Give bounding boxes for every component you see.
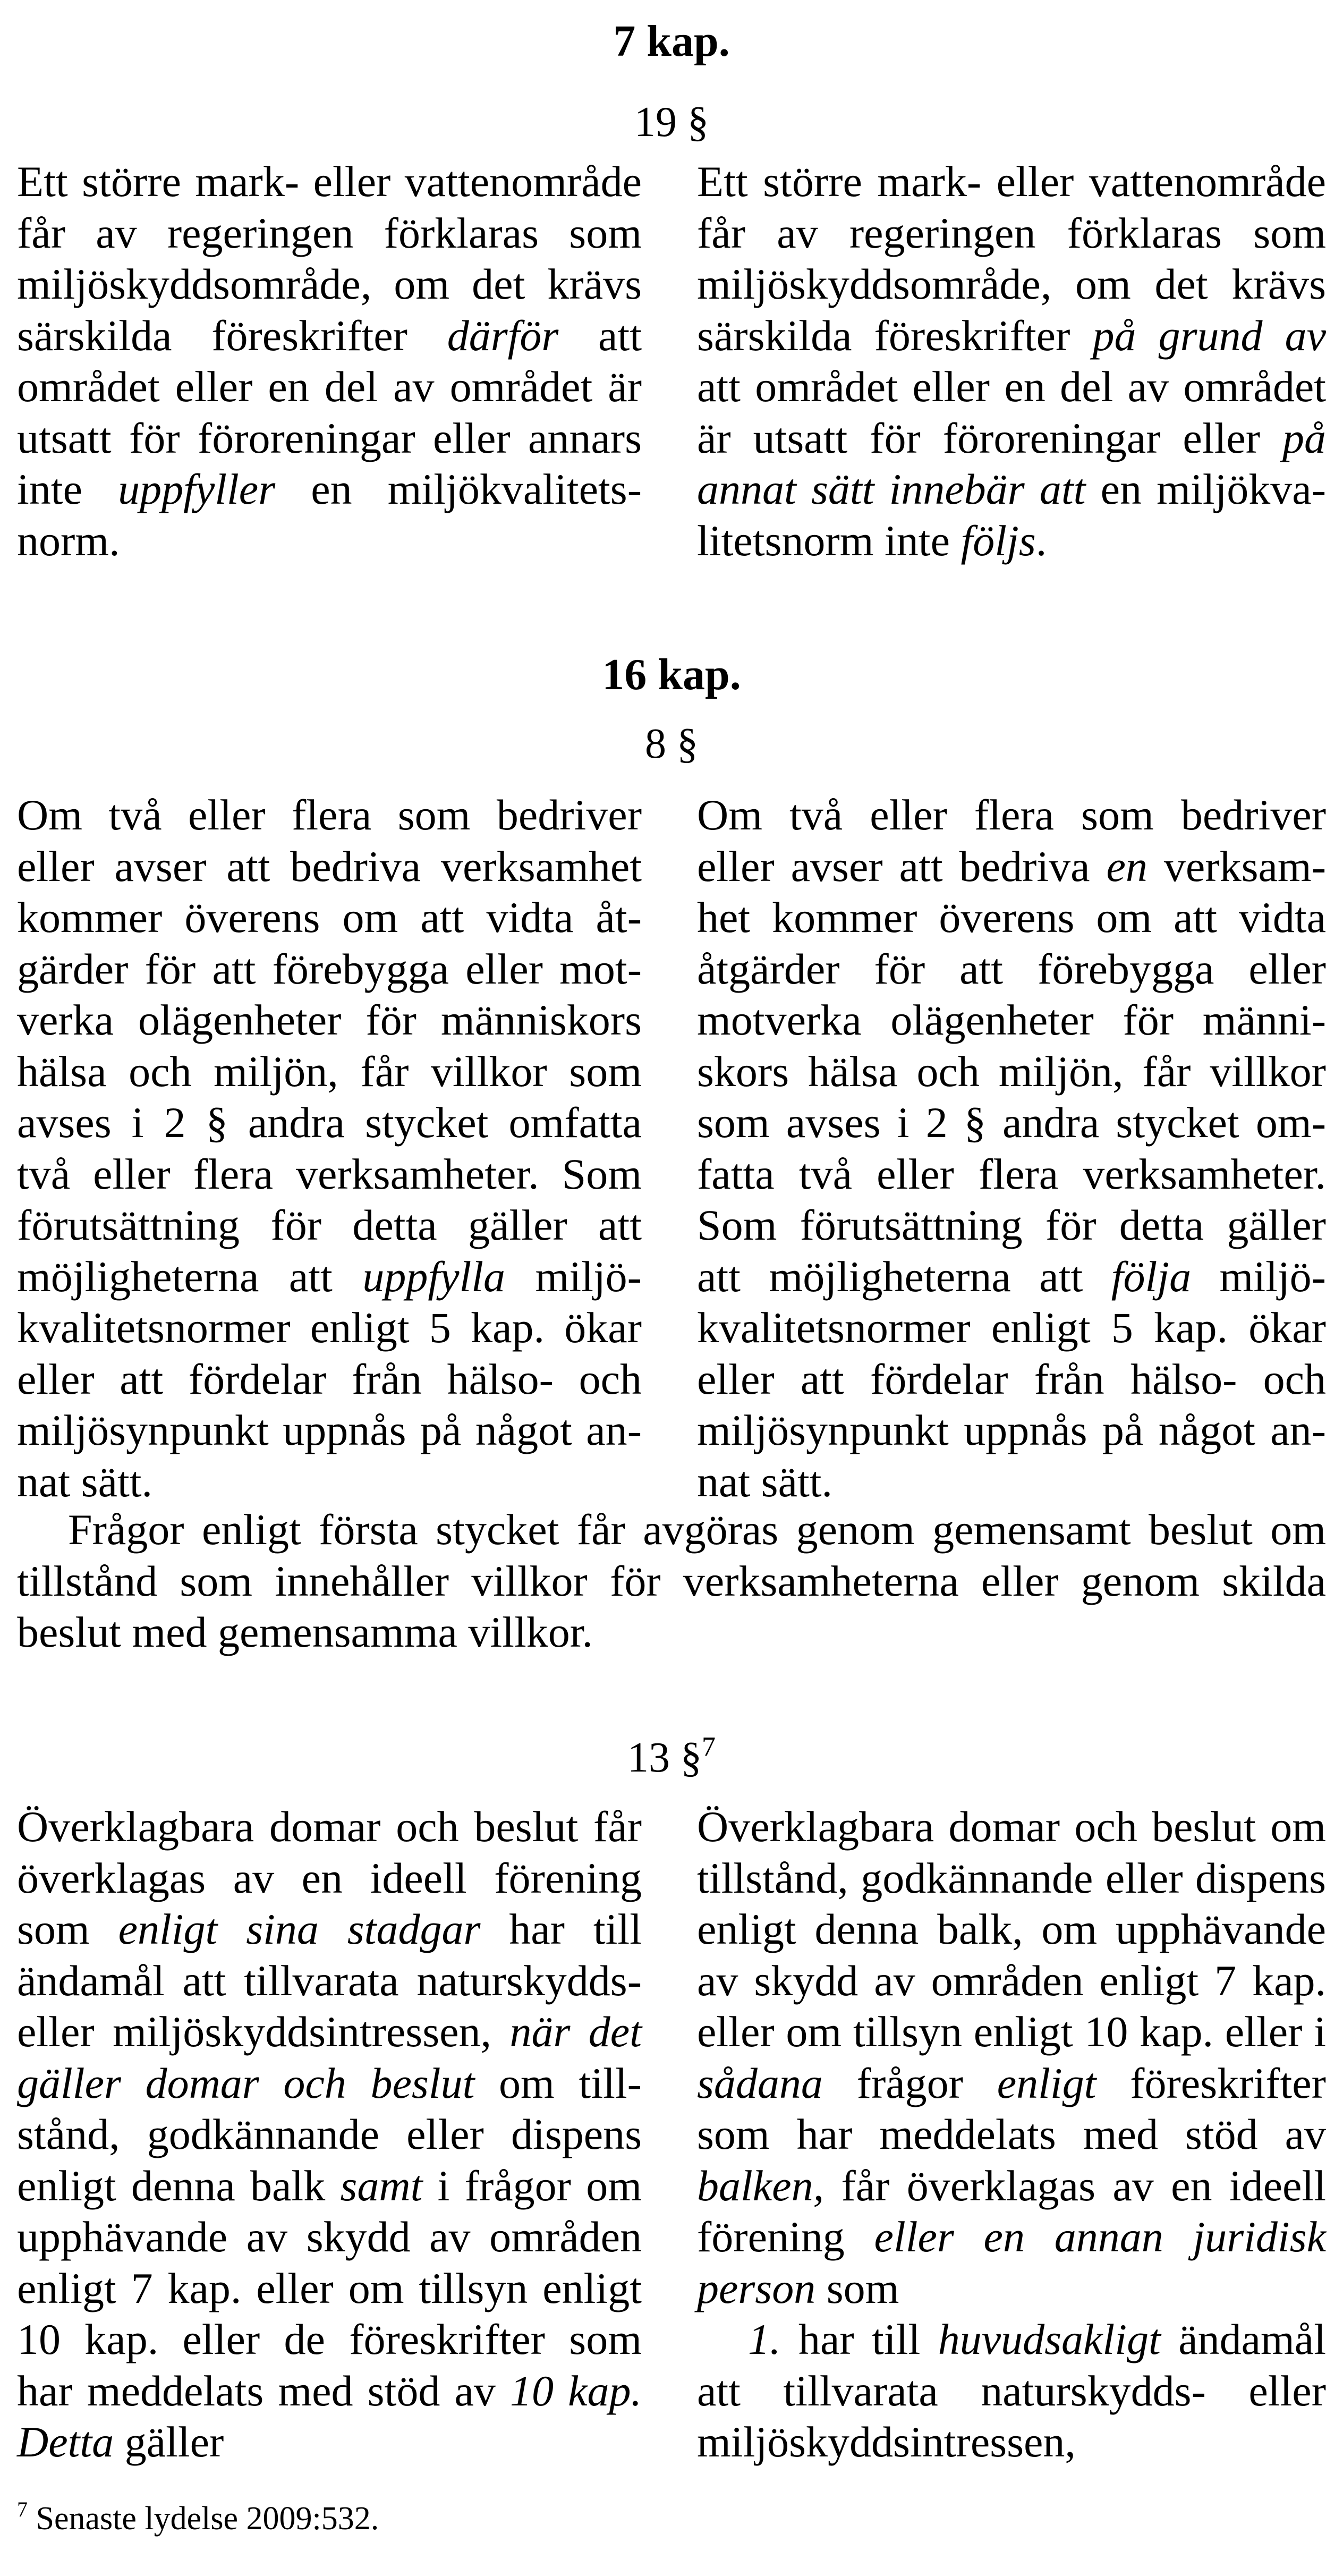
chapter-heading: 16 kap.	[602, 650, 741, 699]
current-wording-column	[17, 156, 642, 566]
chapter-heading: 7 kap.	[613, 16, 730, 66]
body-paragraph: Överklagbara domar och beslut om tillstånd, godkännande eller dispens enligt denna balk, om upphävande av skydd av områden enligt 7 kap. eller om tillsyn enligt 10 kap. eller i sådana frågor enligt föreskrifter som har meddelats med stöd av balken, får överklagas av en ideell förening eller en annan juridisk person som	[697, 1802, 1326, 2312]
footnote-text: Senaste lydelse 2009:532.	[36, 2501, 379, 2537]
current-wording-column	[17, 790, 642, 1507]
body-paragraph: Ett större mark- eller vattenområde får av regeringen förklaras som miljöskyddsområde, om det krävs särskilda föreskrifter därför att området eller en del av området är utsatt för föroreningar eller annars inte uppfyller en miljökvalitetsnorm.	[17, 157, 642, 565]
body-paragraph: Överklagbara domar och beslut får överklagas av en ideell förening som enligt sina stadgar har till ändamål att tillvarata naturskydds- eller miljöskyddsintressen, när det gäller domar och beslut om tillstånd, godkännande eller dispens enligt denna balk samt i frågor om upphävande av skydd av områden enligt 7 kap. eller om tillsyn enligt 10 kap. eller de föreskrifter som har meddelats med stöd av 10 kap. Detta gäller	[17, 1802, 642, 2466]
shared-paragraph	[17, 1504, 1326, 1658]
body-paragraph: Frågor enligt första stycket får avgöras genom gemensamt beslut om tillstånd som innehåller villkor för verksamheterna eller genom skilda beslut med gemensamma villkor.	[17, 1505, 1326, 1656]
body-paragraph: Ett större mark- eller vattenområde får av regeringen förklaras som miljöskyddsområde, om det krävs särskilda föreskrifter på grund av att området eller en del av området är utsatt för föroreningar eller på annat sätt innebär att en miljökvalitetsnorm inte följs.	[697, 157, 1326, 565]
list-item: 1. har till huvudsakligt ändamål att tillvarata naturskydds- eller miljöskyddsintressen,	[697, 2315, 1326, 2466]
body-paragraph: Om två eller flera som bedriver eller avser att bedriva en verksamhet kommer överens om att vidta åtgärder för att förebygga eller motverka olägenheter för människors hälsa och miljön, får villkor som avses i 2 § andra stycket omfatta två eller flera verksamheter. Som förutsättning för detta gäller att möjligheterna att följa miljökvalitetsnormer enligt 5 kap. ökar eller att fördelar från hälso- och miljösynpunkt uppnås på något annat sätt.	[697, 791, 1327, 1506]
footnote	[17, 2497, 379, 2540]
paragraph-number: 19 §	[634, 99, 709, 146]
paragraph-number: 13 §$^7$	[627, 1732, 716, 1781]
footnote-number: 7	[17, 2497, 28, 2521]
body-paragraph: Om två eller flera som bedriver eller avser att bedriva verksamhet kommer överens om att vidta åtgärder för att förebygga eller motverka olägenheter för människors hälsa och miljön, får villkor som avses i 2 § andra stycket omfatta två eller flera verksamheter. Som förutsättning för detta gäller att möjligheterna att uppfylla miljökvalitetsnormer enligt 5 kap. ökar eller att fördelar från hälso- och miljösynpunkt uppnås på något annat sätt.	[17, 791, 642, 1506]
proposed-wording-column	[697, 790, 1326, 1507]
footnote-reference: 7	[702, 1732, 716, 1762]
proposed-wording-column	[697, 156, 1326, 566]
current-wording-column	[17, 1801, 642, 2468]
proposed-wording-column	[697, 1801, 1326, 2468]
paragraph-number: 8 §	[645, 721, 698, 767]
